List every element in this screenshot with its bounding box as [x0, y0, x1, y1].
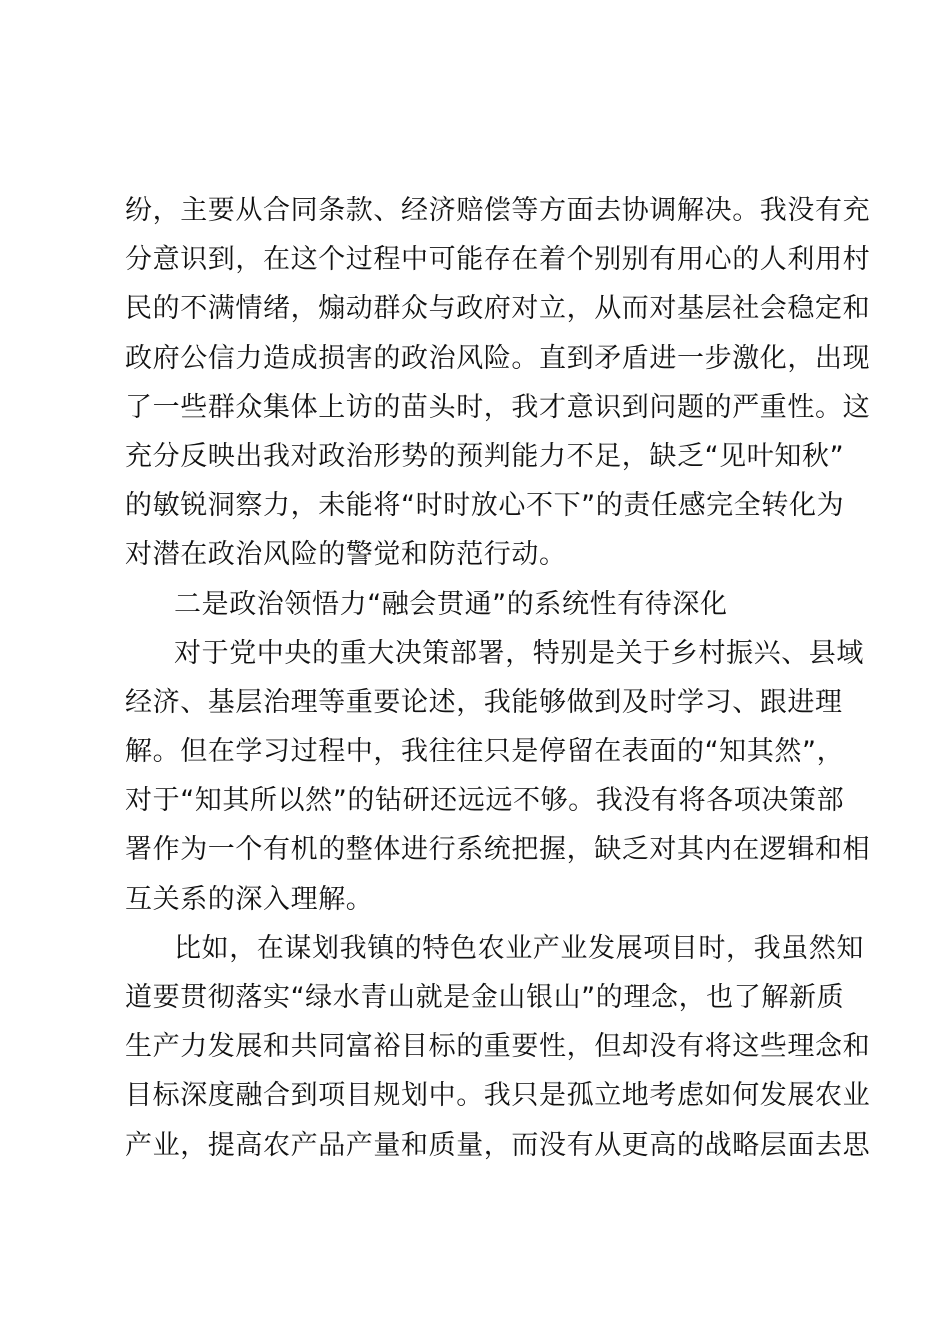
text-line: 互关系的深入理解。: [125, 883, 374, 915]
text-line: 生产力发展和共同富裕目标的重要性，但却没有将这些理念和: [125, 1031, 871, 1063]
text-line: 了一些群众集体上访的苗头时，我才意识到问题的严重性。这: [125, 391, 871, 423]
text-line: 的敏锐洞察力，未能将“时时放心不下”的责任感完全转化为: [125, 490, 845, 522]
paragraph-start-line: 比如，在谋划我镇的特色农业产业发展项目时，我虽然知: [174, 932, 864, 964]
text-line: 目标深度融合到项目规划中。我只是孤立地考虑如何发展农业: [125, 1080, 871, 1112]
paragraph-start-line: 对于党中央的重大决策部署，特别是关于乡村振兴、县域: [174, 637, 864, 669]
text-line: 纷，主要从合同条款、经济赔偿等方面去协调解决。我没有充: [125, 195, 871, 226]
text-line: 对潜在政治风险的警觉和防范行动。: [125, 539, 567, 571]
text-line: 产业，提高农产品产量和质量，而没有从更高的战略层面去思: [125, 1129, 871, 1161]
text-line: 民的不满情绪，煽动群众与政府对立，从而对基层社会稳定和: [125, 293, 871, 325]
text-line: 对于“知其所以然”的钻研还远远不够。我没有将各项决策部: [125, 785, 845, 817]
text-line: 道要贯彻落实“绿水青山就是金山银山”的理念，也了解新质: [125, 982, 845, 1013]
text-line: 充分反映出我对政治形势的预判能力不足，缺乏“见叶知秋”: [125, 440, 845, 472]
text-line: 署作为一个有机的整体进行系统把握，缺乏对其内在逻辑和相: [125, 834, 871, 866]
text-line: 分意识到，在这个过程中可能存在着个别别有用心的人利用村: [125, 244, 871, 276]
section-heading: 二是政治领悟力“融会贯通”的系统性有待深化: [174, 588, 728, 620]
text-line: 政府公信力造成损害的政治风险。直到矛盾进一步激化，出现: [125, 342, 871, 374]
document-page: [125, 186, 871, 1170]
text-line: 经济、基层治理等重要论述，我能够做到及时学习、跟进理: [125, 686, 843, 718]
text-line: 解。但在学习过程中，我往往只是停留在表面的“知其然”，: [125, 736, 845, 768]
